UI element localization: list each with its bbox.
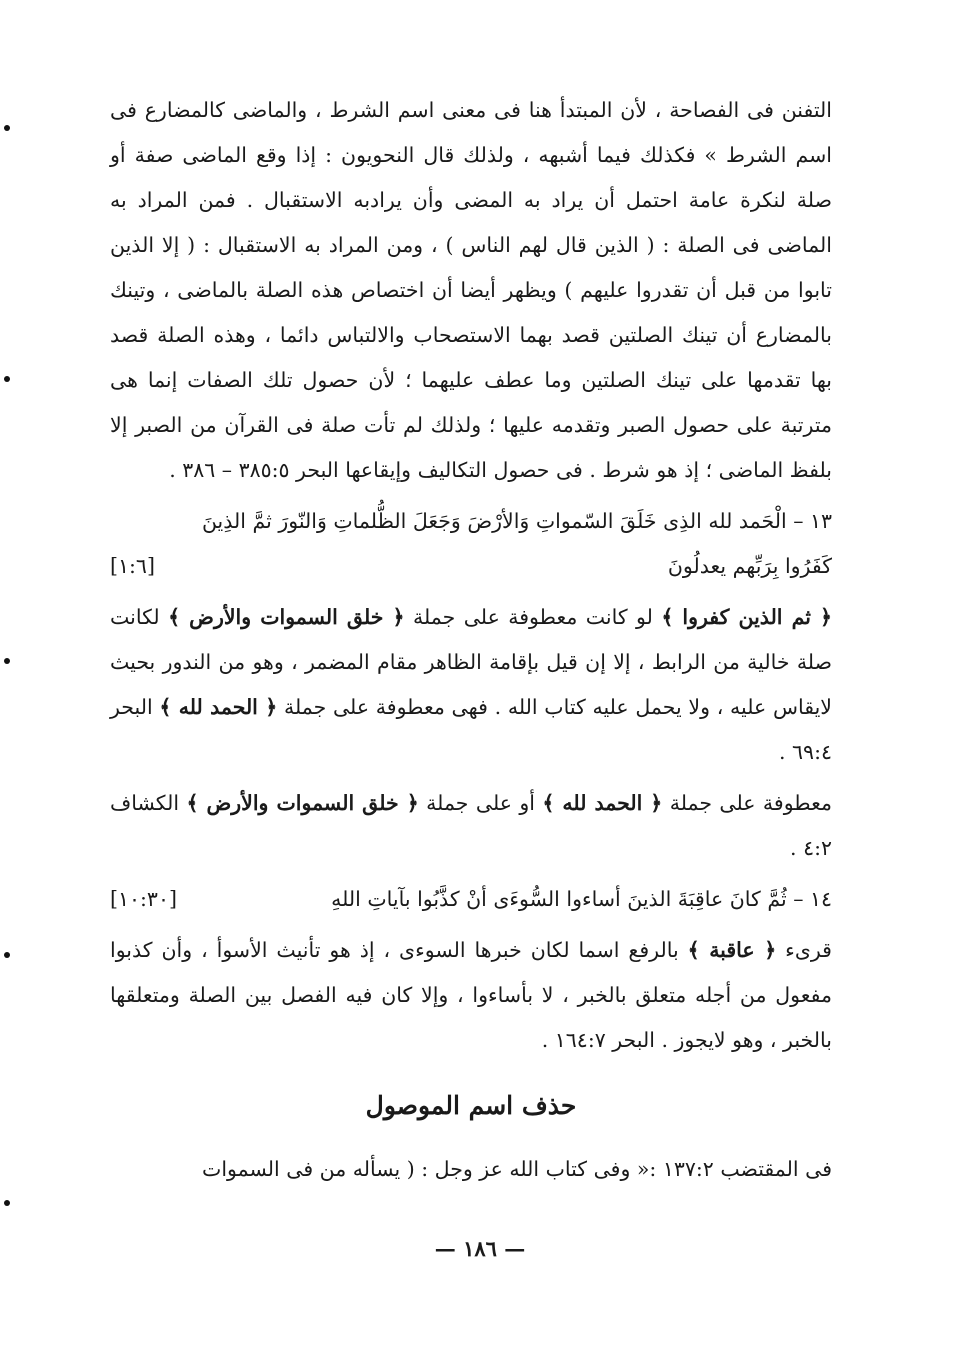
paragraph-last: فى المقتضب ١٣٧:٢ :« وفى كتاب الله عز وجل : ( يسأله من فى السموات (202, 1157, 832, 1181)
text-run: أو على جملة (418, 791, 543, 815)
verse-13-reference: [١:٦] (110, 554, 155, 578)
paragraph-intro (110, 88, 832, 493)
margin-dot (4, 952, 10, 958)
text-column (110, 88, 832, 1192)
verse-13-line-2 (110, 544, 832, 589)
margin-dot (4, 658, 10, 664)
quran-quote: ﴿ خلق السموات والأرض ﴾ (168, 605, 405, 629)
margin-dot (4, 376, 10, 382)
line: وإيقاعها البحر ٣٨٥:٥ – ٣٨٦ . (169, 458, 412, 482)
text-run: قرىء (776, 938, 832, 962)
page-number: — ١٨٦ — (434, 1236, 526, 1261)
line: حصول تلك الصفات إنما هى مترتبة على حصول الصبر وتقدمه عليها ؛ ولذلك لم (110, 368, 832, 437)
margin-dot (4, 1200, 10, 1206)
verse-13-line-1: ١٣ – الْحَمد لله الذِى خَلَقَ السّمواتِ وَالأرْضَ وَجَعَلَ الظُّلماتِ وَالنّورَ ثمَّ الذِينَ (201, 509, 832, 533)
verse-13 (110, 499, 832, 589)
text-run: معطوفة على جملة (662, 791, 832, 815)
margin-dot (4, 125, 10, 131)
line: أو صلة لنكرة عامة احتمل أن يراد به المضى وأن يرادبه الاستقبال . فمن المراد (110, 143, 832, 212)
text-run: الكشاف ٤:٢ . (110, 791, 832, 860)
line: به الماضى فى الصلة : ( الذين قال لهم الناس ) ، ومن المراد به الاستقبال : ( إلا (110, 188, 832, 257)
verse-14 (110, 877, 832, 922)
section-heading: حذف اسم الموصول (365, 1091, 577, 1120)
paragraph-14 (110, 928, 832, 1063)
quran-quote: ﴿ عاقبة ﴾ (687, 938, 777, 962)
quran-quote: ﴿ الحمد لله ﴾ (542, 791, 663, 815)
text-run: لو كانت معطوفة على جملة (404, 605, 662, 629)
verse-14-text: ١٤ – ثُمَّ كانَ عاقِبَةَ الذينَ أساءوا السُّوءَى أنْ كذَّبُوا بآياتِ اللهِ (331, 887, 832, 911)
verse-14-reference: [١٠:٣٠] (110, 887, 177, 911)
verse-13-text: كَفَرُوا بِرَبِّهم يعدلُونَ (667, 554, 832, 578)
text-run: البحر ٦٩:٤ . (110, 695, 832, 764)
quran-quote: ﴿ الحمد لله ﴾ (159, 695, 278, 719)
line: التفنن فى الفصاحة ، لأن المبتدأ هنا فى معنى اسم الشرط ، والماضى كالمضارع فى (110, 98, 832, 122)
line: الذين تابوا من قبل أن تقدروا عليهم ) ويظهر أيضا أن اختصاص هذه الصلة (110, 233, 832, 302)
quran-quote: ﴿ ثم الذين كفروا ﴾ (661, 605, 832, 629)
paragraph-13a (110, 595, 832, 775)
line: تأت صلة فى القرآن من الصبر إلا بلفظ الماضى ؛ إذ هو شرط . فى حصول التكاليف (110, 413, 832, 482)
paragraph-13b (110, 781, 832, 871)
text-run: لكانت صلة خالية من الرابط ، إلا إن قيل بإقامة الظاهر مقام المضمر ، وهو من الندور بحيث لايقاس عليه ، ولا يحمل عليه كتاب الله . فهى معطوفة على جملة (110, 605, 832, 719)
line: اسم الشرط » فكذلك فيما أشبهه ، ولذلك قال النحويون : إذا وقع الماضى صفة (134, 143, 832, 167)
line: بالماضى ، وتينك بالمضارع أن تينك الصلتين قصد بهما الاستصحاب والالتباس (110, 278, 832, 347)
line: دائما ، وهذه الصلة قصد بها تقدمها على تينك الصلتين وما عطف عليهما ؛ لأن (110, 323, 832, 392)
text-run: بالرفع اسما لكان خبرها السوءى ، إذ هو تأنيث الأسوأ ، وأن كذبوا مفعول من أجله متعلق بالخبر ، لا بأساءوا ، وإلا كان فيه الفصل بين الصلة ومتعلقها بالخبر ، وهو لايجوز . البحر ١٦٤:٧ . (110, 938, 832, 1052)
quran-quote: ﴿ خلق السموات والأرض ﴾ (186, 791, 419, 815)
